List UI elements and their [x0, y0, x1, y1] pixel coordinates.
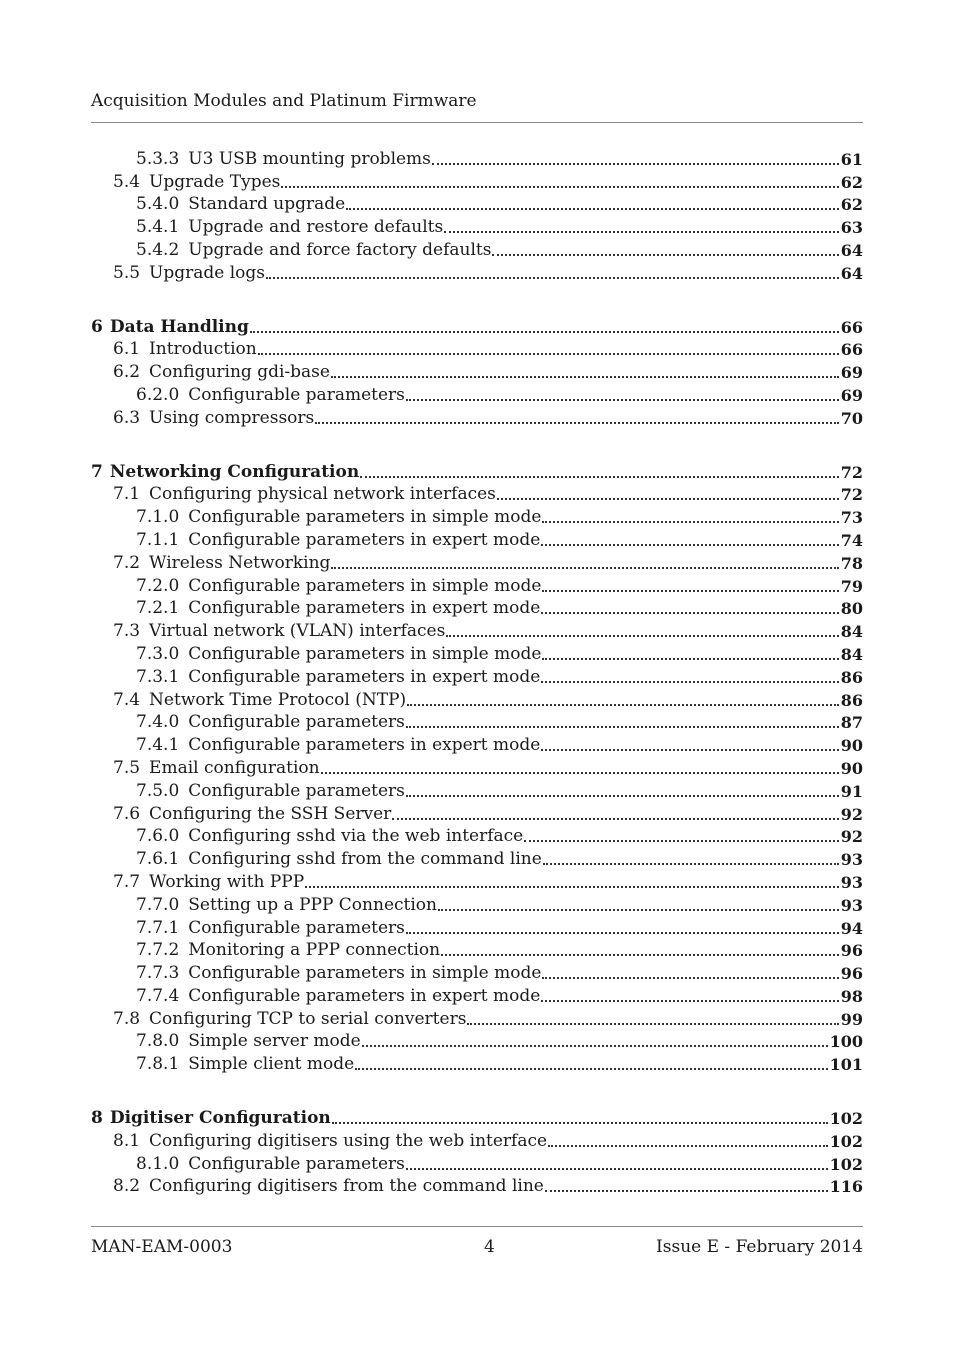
toc-entry-number: 7.2.0 [136, 575, 180, 596]
toc-entry-page: 100 [829, 1032, 863, 1052]
toc-entry-title: Configurable parameters in expert mode [188, 529, 541, 550]
header-rule [91, 122, 863, 123]
dot-leader [438, 908, 839, 911]
toc-entry-number: 7.2.1 [136, 598, 180, 619]
toc-entry[interactable] [91, 938, 863, 961]
toc-entry[interactable] [91, 192, 863, 215]
toc-entry[interactable] [91, 892, 863, 915]
toc-entry-number: 7.3.1 [136, 666, 180, 687]
dot-leader [346, 207, 839, 210]
dot-leader [355, 1067, 827, 1070]
toc-entry[interactable] [91, 1006, 863, 1029]
dot-leader [541, 543, 838, 546]
dot-leader [548, 1144, 828, 1147]
issue-date: Issue E - February 2014 [656, 1237, 863, 1257]
dot-leader [541, 680, 838, 683]
toc-entry-number: 7.7.3 [136, 963, 180, 984]
toc-entry-page: 93 [840, 850, 863, 870]
toc-entry-page: 94 [840, 918, 863, 938]
toc-entry-title: Upgrade Types [149, 171, 281, 192]
toc-entry-title: Configurable parameters in simple mode [188, 575, 542, 596]
toc-chapter-entry[interactable] [91, 314, 863, 337]
toc-entry-title: Configurable parameters in expert mode [188, 666, 541, 687]
toc-entry-page: 72 [840, 485, 863, 505]
toc-entry-page: 99 [840, 1009, 863, 1029]
toc-entry-page: 93 [840, 895, 863, 915]
toc-entry-title: Configurable parameters [188, 384, 405, 405]
toc-entry-number: 7.5 [113, 757, 141, 778]
toc-entry-number: 7.1 [113, 484, 141, 505]
toc-entry-number: 7.7 [113, 871, 141, 892]
toc-entry-page: 102 [829, 1109, 863, 1129]
toc-entry-number: 5.4.1 [136, 217, 180, 238]
toc-entry-title: Standard upgrade [188, 194, 346, 215]
toc-entry[interactable] [91, 337, 863, 360]
toc-entry-number: 7.7.0 [136, 894, 180, 915]
toc-entry-page: 66 [840, 340, 863, 360]
toc-entry-page: 96 [840, 964, 863, 984]
toc-entry-number: 7.7.4 [136, 985, 180, 1006]
toc-entry-title: Simple server mode [188, 1031, 361, 1052]
toc-entry[interactable] [91, 755, 863, 778]
toc-entry-title: Using compressors [149, 407, 315, 428]
toc-entry-title: Configurable parameters in expert mode [188, 985, 541, 1006]
toc-entry-page: 69 [840, 385, 863, 405]
toc-entry-page: 63 [840, 218, 863, 238]
toc-entry-title: Configurable parameters [188, 917, 405, 938]
toc-entry-page: 116 [829, 1177, 863, 1197]
toc-entry-title: Simple client mode [188, 1054, 355, 1075]
dot-leader [446, 634, 838, 637]
toc-entry-page: 101 [829, 1055, 863, 1075]
toc-entry-page: 70 [840, 408, 863, 428]
toc-entry[interactable] [91, 778, 863, 801]
toc-entry[interactable] [91, 710, 863, 733]
toc-entry[interactable] [91, 260, 863, 283]
toc-entry-title: Working with PPP [149, 871, 305, 892]
toc-entry-page: 84 [840, 622, 863, 642]
toc-entry-title: Network Time Protocol (NTP) [149, 689, 407, 710]
toc-entry[interactable] [91, 1128, 863, 1151]
toc-entry[interactable] [91, 146, 863, 169]
toc-entry-number: 5.4.0 [136, 194, 180, 215]
toc-entry-title: Email configuration [149, 757, 320, 778]
toc-entry[interactable] [91, 846, 863, 869]
dot-leader [392, 817, 838, 820]
toc-entry-page: 69 [840, 363, 863, 383]
toc-entry-page: 62 [840, 195, 863, 215]
toc-entry[interactable] [91, 237, 863, 260]
toc-entry[interactable] [91, 359, 863, 382]
toc-entry-title: Upgrade and restore defaults [188, 217, 444, 238]
dot-leader [331, 375, 839, 378]
toc-entry-number: 7.2 [113, 552, 141, 573]
toc-entry-title: Configurable parameters [188, 1153, 405, 1174]
toc-entry-title: Configuring gdi-base [149, 362, 330, 383]
toc-entry-number: 5.5 [113, 262, 141, 283]
toc-entry-page: 90 [840, 758, 863, 778]
toc-entry-title: Introduction [149, 339, 257, 360]
toc-entry-title: Upgrade and force factory defaults [188, 239, 492, 260]
dot-leader [467, 1022, 838, 1025]
toc-entry-page: 92 [840, 827, 863, 847]
toc-entry-number: 6.3 [113, 407, 141, 428]
toc-entry-number: 7.1.1 [136, 529, 180, 550]
toc-entry-number: 5.4.2 [136, 239, 180, 260]
toc-entry-number: 7.1.0 [136, 507, 180, 528]
toc-entry[interactable] [91, 1174, 863, 1197]
toc-entry[interactable] [91, 983, 863, 1006]
toc-entry[interactable] [91, 482, 863, 505]
toc-entry-title: Configurable parameters in simple mode [188, 507, 542, 528]
toc-entry-number: 5.3.3 [136, 148, 180, 169]
toc-entry-title: Configurable parameters in simple mode [188, 963, 542, 984]
toc-entry[interactable] [91, 824, 863, 847]
dot-leader [305, 885, 839, 888]
toc-entry-title: Configurable parameters in expert mode [188, 735, 541, 756]
toc-entry-title: Monitoring a PPP connection [188, 940, 441, 961]
toc-entry[interactable] [91, 550, 863, 573]
toc-entry-title: Configurable parameters [188, 712, 405, 733]
toc-entry-page: 86 [840, 690, 863, 710]
toc-entry-page: 98 [840, 986, 863, 1006]
dot-leader [543, 862, 839, 865]
toc-entry-number: 8.2 [113, 1176, 141, 1197]
toc-entry[interactable] [91, 915, 863, 938]
toc-entry-page: 92 [840, 804, 863, 824]
toc-entry-number: 7.6.0 [136, 826, 180, 847]
dot-leader [542, 520, 838, 523]
toc-entry[interactable] [91, 1029, 863, 1052]
dot-leader [524, 839, 838, 842]
toc-entry-title: Data Handling [109, 316, 249, 337]
toc-entry-number: 7.4.0 [136, 712, 180, 733]
toc-entry[interactable] [91, 504, 863, 527]
toc-entry[interactable] [91, 664, 863, 687]
toc-entry-number: 6.1 [113, 339, 141, 360]
toc-entry-page: 79 [840, 576, 863, 596]
dot-leader [406, 931, 839, 934]
toc-entry-title: Configurable parameters in simple mode [188, 643, 542, 664]
toc-entry-title: Configuring the SSH Server [149, 803, 392, 824]
toc-entry-number: 7.7.1 [136, 917, 180, 938]
toc-entry[interactable] [91, 801, 863, 824]
toc-entry-page: 87 [840, 713, 863, 733]
table-of-contents [91, 146, 863, 1196]
toc-entry-number: 7.6 [113, 803, 141, 824]
toc-entry-number: 7.8.1 [136, 1054, 180, 1075]
toc-entry[interactable] [91, 382, 863, 405]
toc-entry[interactable] [91, 687, 863, 710]
toc-entry-number: 7.4 [113, 689, 141, 710]
toc-entry-number: 6.2.0 [136, 384, 180, 405]
dot-leader [406, 725, 839, 728]
toc-entry-title: Configuring sshd via the web interface [188, 826, 524, 847]
toc-entry-page: 74 [840, 530, 863, 550]
toc-entry-number: 7.3 [113, 621, 141, 642]
dot-leader [315, 421, 838, 424]
dot-leader [360, 475, 839, 478]
toc-entry-title: Configurable parameters [188, 780, 405, 801]
toc-entry[interactable] [91, 573, 863, 596]
dot-leader [362, 1044, 828, 1047]
toc-entry-number: 8.1.0 [136, 1153, 180, 1174]
toc-entry-page: 72 [840, 462, 863, 482]
dot-leader [406, 1167, 828, 1170]
footer-rule [91, 1226, 863, 1227]
toc-entry[interactable] [91, 960, 863, 983]
toc-entry-title: Configuring digitisers from the command line [149, 1176, 544, 1197]
toc-entry-title: Wireless Networking [149, 552, 331, 573]
toc-entry-page: 61 [840, 149, 863, 169]
toc-entry[interactable] [91, 641, 863, 664]
toc-entry-page: 64 [840, 263, 863, 283]
toc-entry[interactable] [91, 1151, 863, 1174]
dot-leader [406, 398, 839, 401]
dot-leader [432, 162, 839, 165]
dot-leader [281, 185, 838, 188]
toc-entry-title: Upgrade logs [149, 262, 266, 283]
toc-entry-title: Configuring TCP to serial converters [149, 1008, 467, 1029]
dot-leader [406, 794, 839, 797]
toc-entry-page: 96 [840, 941, 863, 961]
toc-entry-number: 7.6.1 [136, 849, 180, 870]
toc-entry-number: 6 [91, 316, 103, 337]
dot-leader [492, 253, 838, 256]
toc-entry-title: Networking Configuration [109, 461, 360, 482]
toc-chapter-entry[interactable] [91, 459, 863, 482]
toc-entry-number: 7.7.2 [136, 940, 180, 961]
toc-entry-title: Configuring physical network interfaces [149, 484, 496, 505]
toc-entry-page: 66 [840, 317, 863, 337]
dot-leader [541, 611, 838, 614]
dot-leader [541, 999, 838, 1002]
toc-entry-number: 7.5.0 [136, 780, 180, 801]
dot-leader [250, 330, 839, 333]
toc-entry-number: 5.4 [113, 171, 141, 192]
toc-entry-page: 90 [840, 736, 863, 756]
toc-entry[interactable] [91, 169, 863, 192]
toc-entry-title: Configuring digitisers using the web interface [149, 1130, 548, 1151]
toc-entry-number: 7 [91, 461, 103, 482]
dot-leader [542, 976, 838, 979]
toc-entry[interactable] [91, 869, 863, 892]
dot-leader [332, 1121, 828, 1124]
toc-entry-page: 84 [840, 644, 863, 664]
toc-entry[interactable] [91, 527, 863, 550]
dot-leader [258, 352, 839, 355]
toc-entry[interactable] [91, 214, 863, 237]
dot-leader [407, 703, 839, 706]
toc-entry-title: Setting up a PPP Connection [188, 894, 437, 915]
toc-entry-number: 6.2 [113, 362, 141, 383]
toc-entry[interactable] [91, 405, 863, 428]
dot-leader [321, 771, 839, 774]
toc-entry-page: 62 [840, 172, 863, 192]
toc-entry-title: Digitiser Configuration [109, 1108, 331, 1129]
toc-entry-number: 7.8.0 [136, 1031, 180, 1052]
toc-entry-page: 91 [840, 781, 863, 801]
page-number: 4 [484, 1237, 495, 1257]
toc-entry-title: Virtual network (VLAN) interfaces [149, 621, 446, 642]
dot-leader [541, 748, 838, 751]
dot-leader [444, 230, 839, 233]
dot-leader [441, 953, 839, 956]
toc-entry[interactable] [91, 618, 863, 641]
toc-entry-page: 80 [840, 599, 863, 619]
toc-entry[interactable] [91, 732, 863, 755]
dot-leader [497, 497, 839, 500]
toc-entry[interactable] [91, 596, 863, 619]
toc-entry-page: 102 [829, 1154, 863, 1174]
toc-entry-page: 73 [840, 508, 863, 528]
toc-entry-number: 8.1 [113, 1130, 141, 1151]
toc-entry-number: 8 [91, 1108, 103, 1129]
running-header: Acquisition Modules and Platinum Firmware [91, 91, 477, 111]
toc-entry-number: 7.4.1 [136, 735, 180, 756]
document-id: MAN-EAM-0003 [91, 1237, 233, 1257]
toc-entry-title: Configurable parameters in expert mode [188, 598, 541, 619]
toc-entry-page: 102 [829, 1131, 863, 1151]
toc-chapter-entry[interactable] [91, 1105, 863, 1128]
dot-leader [542, 589, 838, 592]
toc-entry-page: 93 [840, 872, 863, 892]
toc-entry-page: 64 [840, 240, 863, 260]
toc-entry[interactable] [91, 1051, 863, 1074]
toc-entry-page: 86 [840, 667, 863, 687]
toc-entry-page: 78 [840, 553, 863, 573]
toc-entry-number: 7.8 [113, 1008, 141, 1029]
toc-entry-title: Configuring sshd from the command line [188, 849, 542, 870]
dot-leader [266, 276, 839, 279]
dot-leader [331, 566, 838, 569]
dot-leader [545, 1189, 828, 1192]
toc-entry-number: 7.3.0 [136, 643, 180, 664]
toc-entry-title: U3 USB mounting problems [188, 148, 431, 169]
dot-leader [542, 657, 838, 660]
